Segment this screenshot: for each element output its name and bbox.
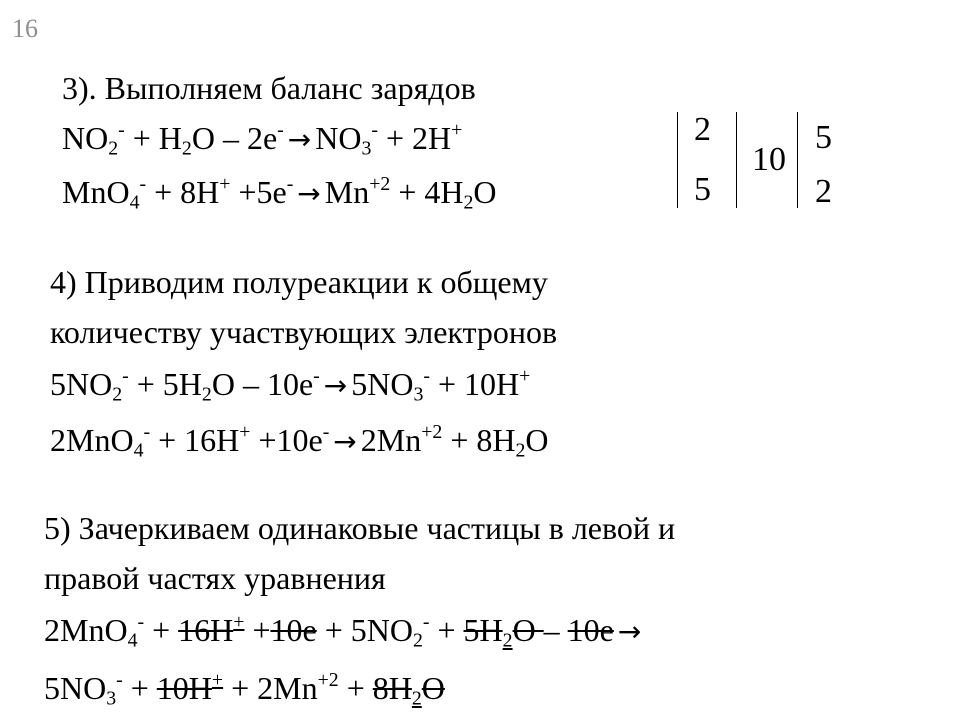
- slide-number: 16: [12, 14, 38, 43]
- cancelled-term: 10H+: [156, 669, 224, 706]
- arrow-icon: →: [287, 123, 312, 156]
- step4-heading-line1: 4) Приводим полуреакции к общему: [50, 264, 548, 300]
- balance-coefficient: 5: [815, 119, 832, 156]
- arrow-icon: →: [617, 615, 642, 648]
- arrow-icon: →: [333, 425, 357, 458]
- step5-heading-line1: 5) Зачеркиваем одинаковые частицы в левой и: [44, 510, 676, 546]
- step5-heading-line2: правой частях уравнения: [44, 560, 386, 596]
- balance-divider: [677, 112, 678, 208]
- balance-factor: 2: [694, 111, 711, 148]
- cancelled-term: $5H_2O$: [463, 612, 544, 652]
- step4-equation-oxidation: $5NO_2^- + 5H_2O - 10e^- \to 5NO_3^- + 10H^+$: [50, 365, 531, 406]
- step3-equation-oxidation: $NO_2^- + H_2O - 2e^- \to NO_3^- + 2H^+$: [62, 119, 463, 160]
- cancelled-term: 10e: [270, 612, 317, 648]
- step5-equation-line2: $5NO_3^- + 10H^+ + 2Mn^{+2} + 8H_2O$: [44, 669, 445, 710]
- arrow-icon: →: [297, 177, 321, 210]
- step3-heading: 3). Выполняем баланс зарядов: [62, 70, 476, 106]
- step3-equation-reduction: $MnO_4^- + 8H^+ +5e^- \to Mn^{+2} + 4H_2O$: [62, 173, 497, 214]
- cancelled-term: 16H+: [178, 611, 245, 648]
- balance-divider: [736, 112, 737, 208]
- cancelled-term: $8H_2O$: [372, 670, 445, 710]
- balance-coefficient: 2: [815, 173, 832, 210]
- step4-heading-line2: количеству участвующих электронов: [50, 314, 558, 350]
- step4-equation-reduction: $2MnO_4^- + 16H^+ +10e^- \to 2Mn^{+2} + 8H_2O$: [50, 421, 549, 462]
- cancelled-term: 10e: [567, 612, 614, 648]
- arrow-icon: →: [323, 369, 348, 402]
- balance-lcm: 10: [752, 141, 786, 178]
- balance-divider: [797, 112, 798, 208]
- balance-factor: 5: [694, 171, 711, 208]
- step5-equation-line1: $2MnO_4^- + 16H^+ +10e + 5NO_2^- + 5H_2O - 10e$ →: [44, 610, 645, 652]
